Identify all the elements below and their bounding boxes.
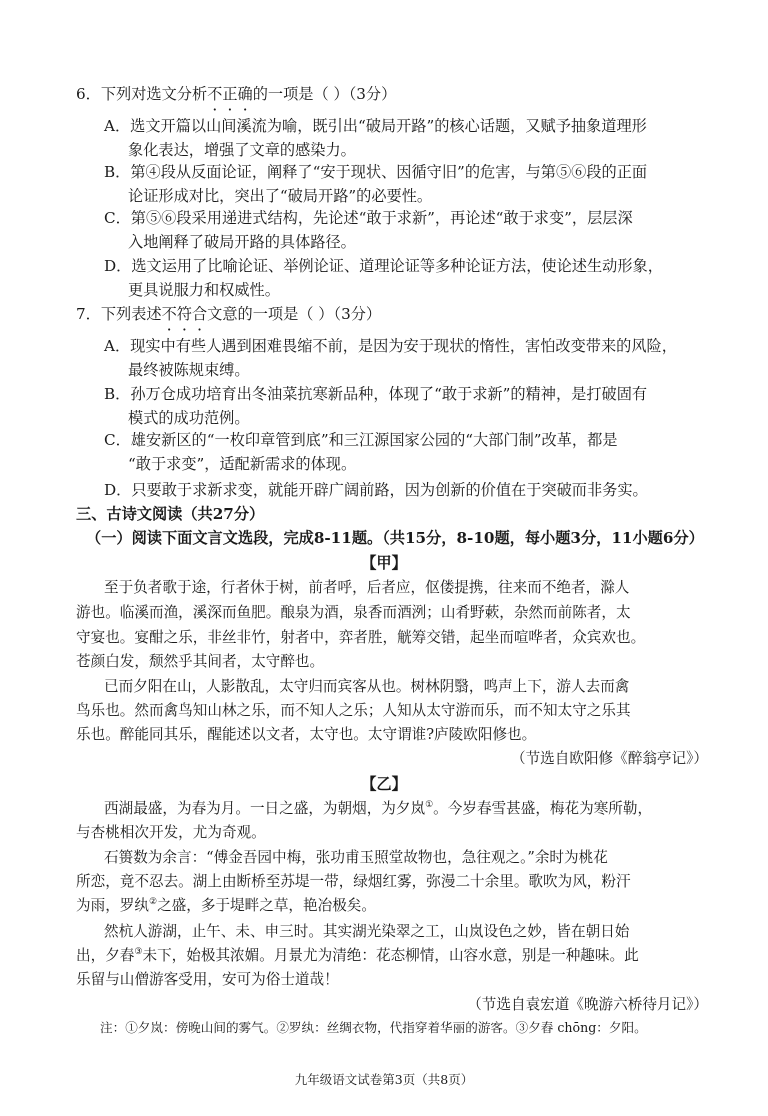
- passage-line: 乐留与山僧游客受用，安可为俗士道哉！: [76, 971, 339, 988]
- page-footer: 九年级语文试卷第3页（共8页）: [294, 1072, 474, 1087]
- q6-option-a: A．选文开篇以山间溪流为喻，既引出“破局开路”的核心话题，又赋予抽象道理形: [104, 117, 647, 135]
- footnote-marker: ②: [148, 897, 158, 908]
- emphasis-dot: 确: [237, 85, 253, 103]
- footnotes: 注：①夕岚：傍晚山间的雾气。②罗纨：丝绸衣物，代指穿着华丽的游客。③夕舂 chōng：夕阳。: [100, 1020, 647, 1035]
- q7-option-a-cont: 最终被陈规束缚。: [128, 361, 250, 379]
- passage-line: 游也。临溪而渔，溪深而鱼肥。酿泉为酒，泉香而酒洌；山肴野蔌，杂然而前陈者，太: [76, 604, 631, 621]
- section-heading: 三、古诗文阅读（共27分）: [76, 505, 265, 523]
- footnote-marker: ①: [425, 800, 434, 811]
- passage-line: 至于负者歌于途，行者休于树，前者呼，后者应，伛偻提携，往来而不绝者，滁人: [104, 579, 630, 596]
- passage-line: 石篑数为余言：“傅金吾园中梅，张功甫玉照堂故物也，急往观之。”余时为桃花: [104, 849, 608, 866]
- q6-option-c: C．第⑤⑥段采用递进式结构，先论述“敢于求新”，再论述“敢于求变”，层层深: [104, 209, 633, 227]
- emphasis-dot: 不: [207, 85, 223, 103]
- passage-line: 与杏桃相次开发，尤为奇观。: [76, 824, 266, 841]
- q7-option-c-cont: “敢于求变”，适配新需求的体现。: [128, 455, 357, 473]
- q7-option-c: C．雄安新区的“一枚印章管到底”和三江源国家公园的“大部门制”改革，都是: [104, 431, 618, 449]
- q6-option-b: B．第④段从反面论证，阐释了“安于现状、因循守旧”的危害，与第⑤⑥段的正面: [104, 163, 648, 181]
- passage-yi-heading: 【乙】: [361, 775, 407, 793]
- passage-line: 乐也。醉能同其乐，醒能述以文者，太守也。太守谓谁?庐陵欧阳修也。: [76, 726, 537, 743]
- q7-option-b-cont: 模式的成功范例。: [128, 409, 250, 427]
- passage-line: 鸟乐也。然而禽鸟知山林之乐，而不知人之乐；人知从太守游而乐，而不知太守之乐其: [76, 702, 631, 719]
- q7-option-d: D．只要敢于求新求变，就能开辟广阔前路，因为创新的价值在于突破而非务实。: [104, 481, 648, 499]
- question-7-stem: 7．下列表述不符合文意的一项是（ ）（3分）: [76, 302, 381, 326]
- passage-jia-heading: 【甲】: [361, 554, 407, 572]
- emphasis-dot: 不: [161, 305, 177, 323]
- passage-line: 出，夕舂③未下，始极其浓媚。月景尤为清绝：花态柳情，山容水意，别是一种趣味。此: [76, 947, 639, 964]
- q6-option-c-cont: 入地阐释了破局开路的具体路径。: [128, 233, 356, 251]
- q6-option-a-cont: 象化表达，增强了文章的感染力。: [128, 141, 356, 159]
- q6-option-b-cont: 论证形成对比，突出了“破局开路”的必要性。: [128, 187, 433, 205]
- passage-line: 然杭人游湖，止午、未、申三时。其实湖光染翠之工，山岚设色之妙，皆在朝日始: [104, 923, 630, 940]
- passage-line: 所恋，竟不忍去。湖上由断桥至苏堤一带，绿烟红雾，弥漫二十余里。歌吹为风，粉汗: [76, 873, 631, 890]
- emphasis-dot: 符: [176, 305, 192, 323]
- part-instructions: （一）阅读下面文言文选段，完成8-11题。（共15分，8-10题，每小题3分，11小题6分）: [86, 529, 704, 547]
- passage-line: 已而夕阳在山，人影散乱，太守归而宾客从也。树林阴翳，鸣声上下，游人去而禽: [104, 678, 630, 695]
- emphasis-dot: 合: [191, 305, 208, 323]
- passage-line: 西湖最盛，为春为月。一日之盛，为朝烟，为夕岚①。今岁春雪甚盛，梅花为寒所勒，: [104, 800, 653, 817]
- q7-option-b: B．孙万仓成功培育出冬油菜抗寒新品种，体现了“敢于求新”的精神，是打破固有: [104, 385, 648, 403]
- q7-option-a: A．现实中有些人遇到困难畏缩不前，是因为安于现状的惰性，害怕改变带来的风险，: [104, 337, 677, 355]
- passage-line: 守宴也。宴酣之乐，非丝非竹，射者中，弈者胜，觥筹交错，起坐而喧哗者，众宾欢也。: [76, 629, 646, 646]
- q6-option-d: D．选文运用了比喻论证、举例论证、道理论证等多种论证方法，使论述生动形象，: [104, 257, 663, 275]
- passage-yi-source: （节选自袁宏道《晚游六桥待月记》）: [467, 996, 708, 1013]
- passage-line: 为雨，罗纨②之盛，多于堤畔之草，艳冶极矣。: [76, 897, 376, 914]
- passage-jia-source: （节选自欧阳修《醉翁亭记》）: [510, 750, 708, 767]
- question-6-stem: 6．下列对选文分析不正确的一项是（ ）（3分）: [76, 82, 396, 106]
- passage-line: 苍颜白发，颓然乎其间者，太守醉也。: [76, 653, 325, 670]
- q6-option-d-cont: 更具说服力和权威性。: [128, 281, 280, 299]
- footnote-marker: ③: [134, 947, 143, 958]
- emphasis-dot: 正: [222, 85, 238, 103]
